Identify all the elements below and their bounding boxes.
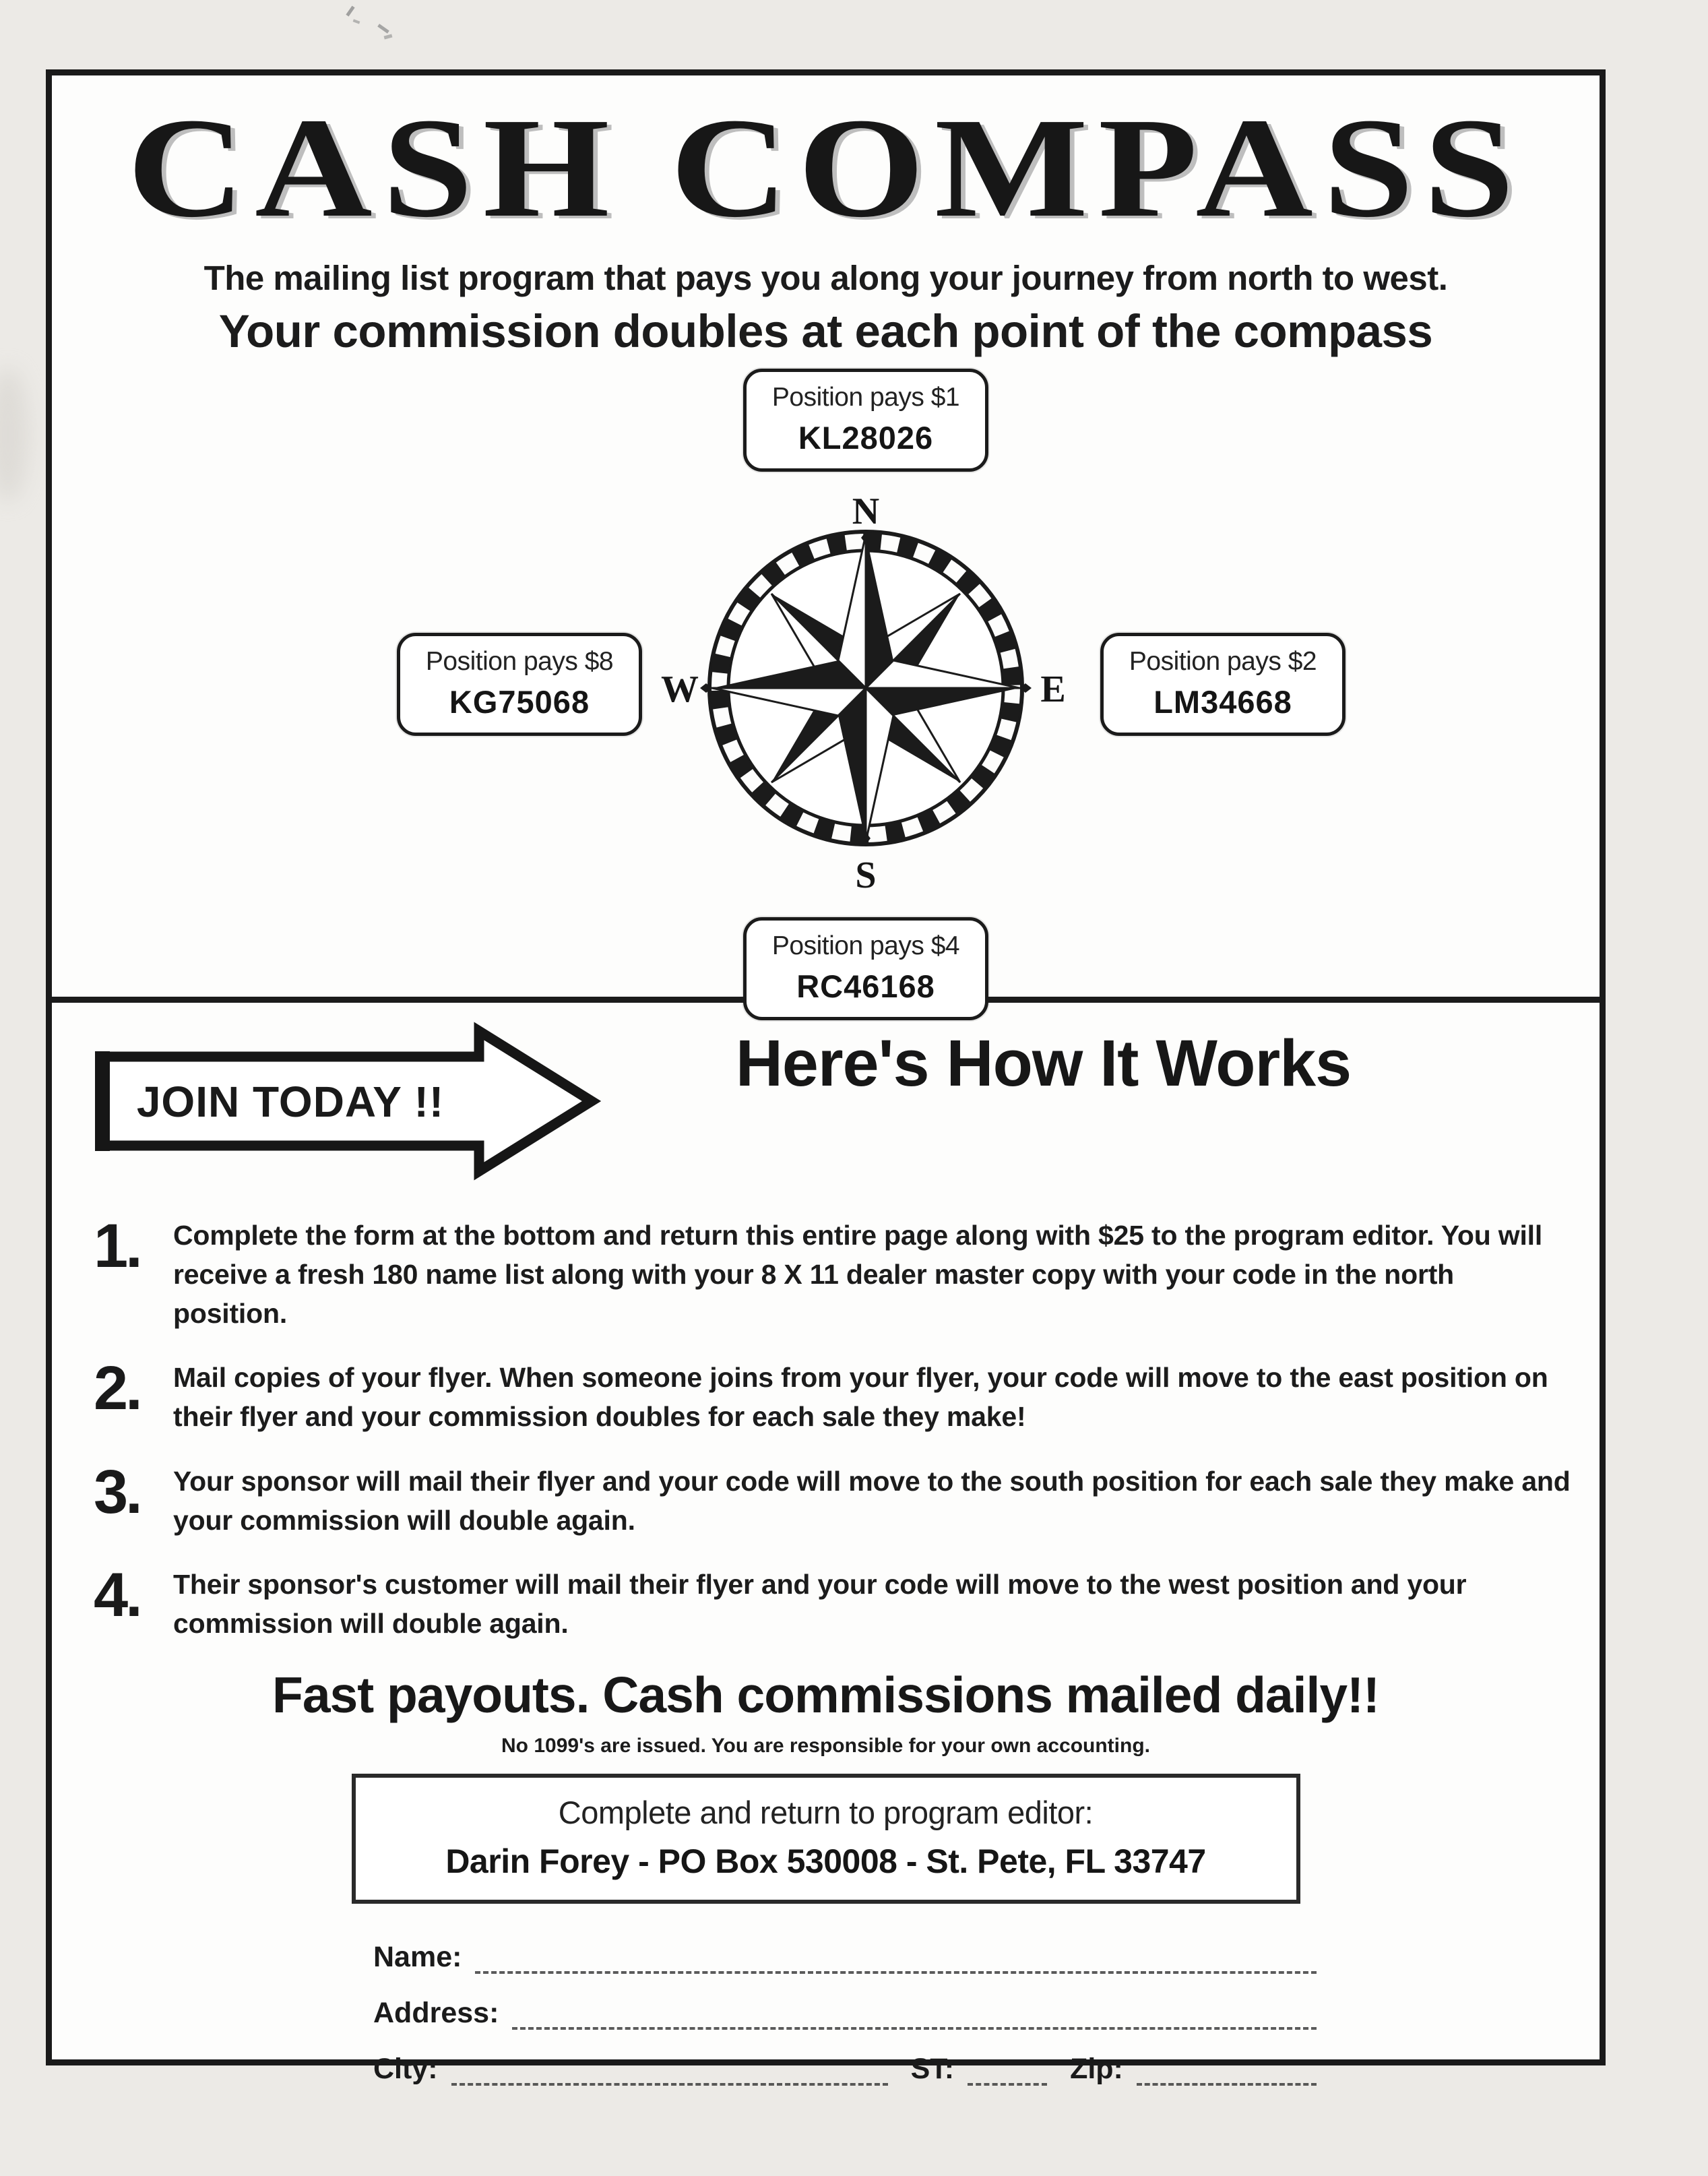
- position-pay-label: Position pays $4: [771, 931, 960, 960]
- steps-list: [94, 1213, 1600, 1644]
- step-number: 2.: [94, 1354, 140, 1423]
- step-item: [94, 1355, 1600, 1436]
- position-code: LM34668: [1153, 683, 1292, 720]
- step-item: [94, 1459, 1600, 1540]
- mailin-form: [373, 1939, 1317, 2086]
- scan-smudge: [0, 367, 28, 502]
- position-code: KL28026: [798, 419, 934, 456]
- scan-speck: [346, 6, 354, 17]
- step-text: Mail copies of your flyer. When someone joins from your flyer, your code will move to the east position on their flyer and your commission doubles for each sale they make!: [173, 1362, 1548, 1433]
- city-label: City:: [373, 2052, 438, 2085]
- scan-speck: [377, 24, 389, 33]
- step-text: Complete the form at the bottom and return this entire page along with $25 to the program editor. You will receive a fresh 180 name list along with your 8 X 11 dealer master copy with your code in the north position.: [173, 1219, 1543, 1330]
- compass-letter-north: N: [852, 490, 880, 532]
- flyer-document: [46, 69, 1606, 2085]
- step-text: Their sponsor's customer will mail their flyer and your code will move to the west position and your commission will double again.: [173, 1569, 1467, 1640]
- return-instruction: Complete and return to program editor:: [558, 1794, 1094, 1830]
- return-address-box: [352, 1774, 1300, 1904]
- step-item: [94, 1213, 1600, 1334]
- address-label: Address:: [373, 1996, 499, 2029]
- zip-label: Zip:: [1070, 2052, 1123, 2085]
- compass-letter-west: W: [661, 668, 699, 710]
- st-label: ST:: [910, 2052, 955, 2085]
- position-box-south: [743, 917, 988, 1020]
- name-write-line: [475, 1946, 1317, 1974]
- name-label: Name:: [373, 1940, 462, 1973]
- position-code: KG75068: [449, 683, 590, 720]
- position-box-east: [1100, 633, 1346, 736]
- step-number: 3.: [94, 1457, 140, 1526]
- position-pay-label: Position pays $2: [1129, 646, 1317, 676]
- return-address: Darin Forey - PO Box 530008 - St. Pete, FL 33747: [445, 1842, 1206, 1880]
- form-row-address: [373, 1995, 1317, 2030]
- tagline: The mailing list program that pays you along your journey from north to west.: [203, 258, 1448, 297]
- step-item: [94, 1562, 1600, 1643]
- step-text: Your sponsor will mail their flyer and your code will move to the south position for each sale they make and your commission will double again.: [173, 1465, 1571, 1536]
- page-title: CASH COMPASS: [127, 88, 1525, 247]
- position-box-west: [397, 633, 642, 736]
- commission-line: Your commission doubles at each point of the compass: [218, 305, 1433, 357]
- disclaimer-line: No 1099's are issued. You are responsible for your own accounting.: [501, 1734, 1150, 1757]
- scan-speck: [353, 19, 360, 24]
- form-row-city: [373, 2051, 1317, 2086]
- position-pay-label: Position pays $1: [771, 382, 960, 412]
- compass-letter-east: E: [1040, 668, 1066, 710]
- zip-write-line: [1137, 2057, 1317, 2086]
- join-today-arrow-icon: [90, 1022, 602, 1177]
- how-it-works-header: [52, 1003, 1600, 1177]
- form-row-name: [373, 1939, 1317, 1974]
- scan-speck: [384, 34, 393, 40]
- address-write-line: [512, 2001, 1317, 2030]
- step-number: 1.: [94, 1211, 140, 1280]
- section-heading: Here's How It Works: [735, 1026, 1352, 1100]
- position-code: RC46168: [796, 968, 935, 1004]
- join-today-label: JOIN TODAY !!: [136, 1077, 445, 1126]
- position-pay-label: Position pays $8: [425, 646, 614, 676]
- compass-letter-south: S: [855, 854, 877, 896]
- payout-headline: Fast payouts. Cash commissions mailed daily!!: [272, 1666, 1379, 1723]
- st-write-line: [968, 2057, 1047, 2086]
- compass-rose-icon: [630, 452, 1102, 924]
- city-write-line: [451, 2057, 888, 2086]
- compass-diagram-section: [52, 358, 1600, 1004]
- step-number: 4.: [94, 1561, 140, 1630]
